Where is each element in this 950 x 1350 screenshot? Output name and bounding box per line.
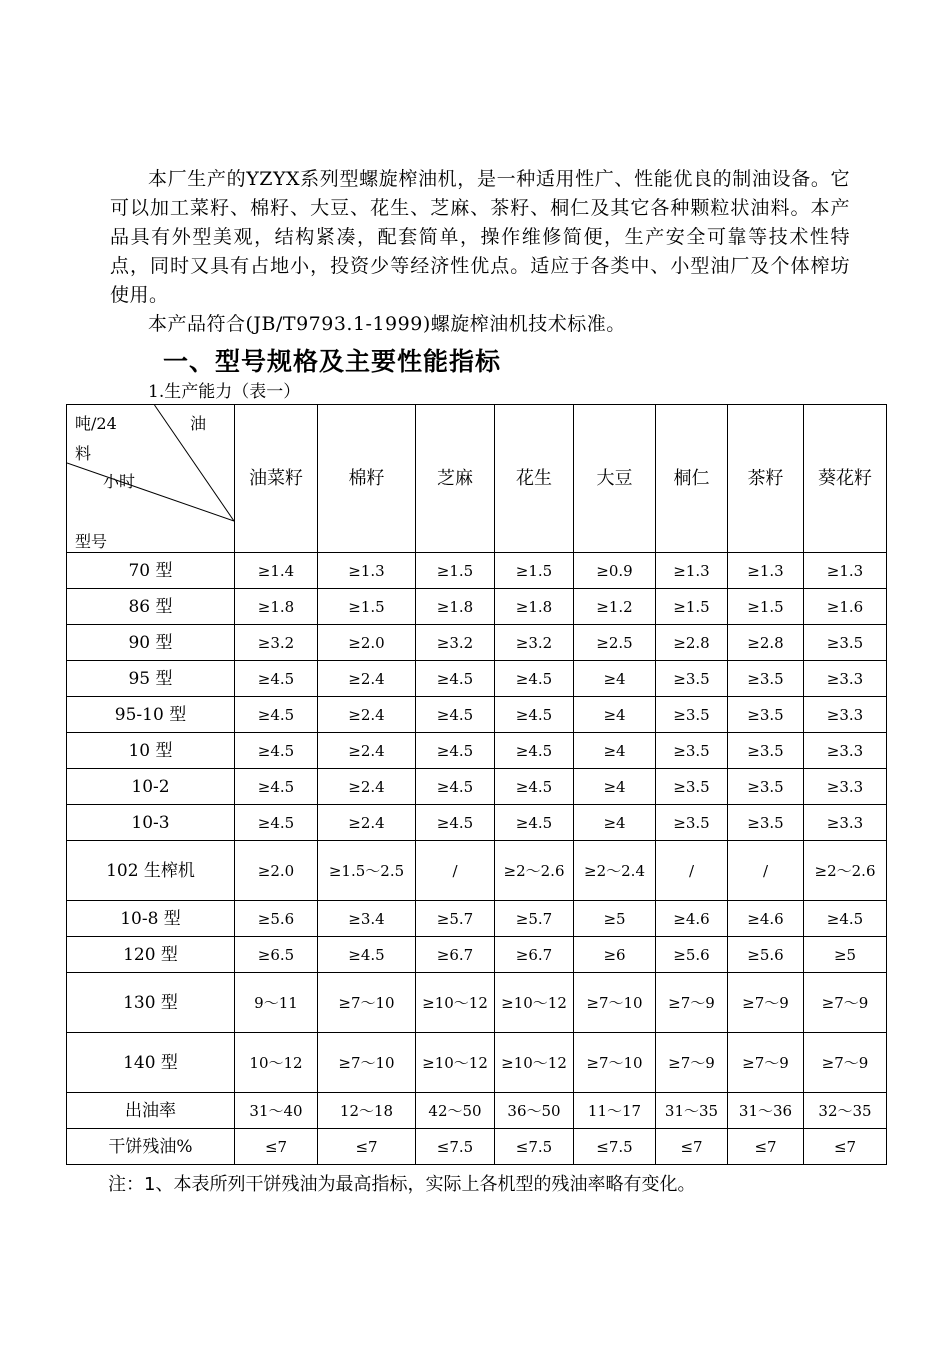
table-row — [67, 661, 887, 697]
table-cell: ≥4.5 — [318, 937, 416, 973]
table-cell: ≥3.3 — [804, 661, 887, 697]
table-cell: ≥5 — [804, 937, 887, 973]
table-cell: 36～50 — [495, 1093, 574, 1129]
table-cell: ≤7.5 — [495, 1129, 574, 1165]
corner-unit-label: 吨/24 — [75, 414, 117, 433]
table-cell: ≥4.5 — [416, 769, 495, 805]
table-cell: ≤7.5 — [416, 1129, 495, 1165]
intro-paragraph-1: 本厂生产的YZYX系列型螺旋榨油机，是一种适用性广、性能优良的制油设备。它可以加工菜籽、棉籽、大豆、花生、芝麻、茶籽、桐仁及其它各种颗粒状油料。本产品具有外型美观，结构紧凑，配套简单，操作维修简便，生产安全可靠等技术性特点，同时又具有占地小，投资少等经济性优点。适应于各类中、小型油厂及个体榨坊使用。 — [110, 168, 850, 306]
table-cell: ≥6 — [574, 937, 656, 973]
table-cell: ≥7～10 — [574, 973, 656, 1033]
table-cell: ≥4.5 — [495, 733, 574, 769]
table-cell: ≥1.5～2.5 — [318, 841, 416, 901]
intro-paragraph-2: 本产品符合(JB/T9793.1-1999)螺旋榨油机技术标准。 — [148, 313, 626, 335]
column-header-tung-kernel: 桐仁 — [656, 405, 728, 553]
table-cell: ≥1.8 — [495, 589, 574, 625]
table-cell: ≥5.7 — [416, 901, 495, 937]
row-label-cell: 140 型 — [67, 1033, 235, 1093]
table-cell: ≥1.5 — [416, 553, 495, 589]
table-cell: ≥4.5 — [235, 769, 318, 805]
table-row — [67, 901, 887, 937]
section-heading: 一、型号规格及主要性能指标 — [163, 347, 502, 376]
table-cell: ≥7～9 — [804, 973, 887, 1033]
table-cell: ≥7～9 — [656, 1033, 728, 1093]
column-header-peanut: 花生 — [495, 405, 574, 553]
table-cell: ≥2～2.6 — [495, 841, 574, 901]
column-header-rapeseed: 油菜籽 — [235, 405, 318, 553]
row-label-cell: 120 型 — [67, 937, 235, 973]
table-cell: ≥2.0 — [235, 841, 318, 901]
corner-model-label: 型号 — [75, 532, 108, 551]
table-cell: ≤7.5 — [574, 1129, 656, 1165]
table-cell: ≥10～12 — [416, 973, 495, 1033]
table-cell: ≥4.5 — [416, 805, 495, 841]
table-cell: ≥2.5 — [574, 625, 656, 661]
row-label-cell: 130 型 — [67, 973, 235, 1033]
table-cell: ≥10～12 — [416, 1033, 495, 1093]
table-cell: ≥2～2.6 — [804, 841, 887, 901]
row-label-cell: 干饼残油% — [67, 1129, 235, 1165]
table-cell: ≥3.5 — [656, 661, 728, 697]
table-cell: ≥4.5 — [235, 733, 318, 769]
table-cell: 42～50 — [416, 1093, 495, 1129]
table-row — [67, 553, 887, 589]
row-label-cell: 102 生榨机 — [67, 841, 235, 901]
table-cell: ≥6.7 — [416, 937, 495, 973]
table-cell: ≤7 — [656, 1129, 728, 1165]
table-cell: ≥6.5 — [235, 937, 318, 973]
table-cell: ≥5.6 — [728, 937, 804, 973]
row-label-cell: 10-8 型 — [67, 901, 235, 937]
table-caption: 1.生产能力（表一） — [148, 382, 301, 402]
table-row — [67, 937, 887, 973]
table-cell: ≥1.8 — [416, 589, 495, 625]
table-cell: ≥2.4 — [318, 769, 416, 805]
table-cell: ≥6.7 — [495, 937, 574, 973]
corner-material-label-b: 料 — [75, 444, 92, 463]
row-label-cell: 70 型 — [67, 553, 235, 589]
table-cell: ≥5.6 — [656, 937, 728, 973]
table-cell: ≥4 — [574, 733, 656, 769]
table-cell: ≥7～10 — [574, 1033, 656, 1093]
table-cell: ≥1.5 — [728, 589, 804, 625]
table-row — [67, 1033, 887, 1093]
table-cell: ≥3.5 — [728, 661, 804, 697]
table-cell: ≥1.8 — [235, 589, 318, 625]
table-cell: 31～35 — [656, 1093, 728, 1129]
table-cell: ≥10～12 — [495, 1033, 574, 1093]
row-label-cell: 95 型 — [67, 661, 235, 697]
table-cell: 31～36 — [728, 1093, 804, 1129]
row-label-cell: 10-3 — [67, 805, 235, 841]
table-cell: ≥2.4 — [318, 733, 416, 769]
table-cell: ≥3.3 — [804, 769, 887, 805]
corner-hour-label: 小时 — [103, 472, 136, 491]
table-cell: ≥3.2 — [495, 625, 574, 661]
table-cell: ≥2.4 — [318, 805, 416, 841]
table-cell: ≥4.5 — [416, 697, 495, 733]
capacity-table — [66, 404, 887, 1165]
row-label-cell: 95-10 型 — [67, 697, 235, 733]
table-cell: ≥0.9 — [574, 553, 656, 589]
column-header-cottonseed: 棉籽 — [318, 405, 416, 553]
table-cell: ≥2～2.4 — [574, 841, 656, 901]
table-cell: ≥3.5 — [728, 697, 804, 733]
table-cell: ≥2.0 — [318, 625, 416, 661]
table-cell: ≥3.5 — [656, 805, 728, 841]
table-cell: ≥5.7 — [495, 901, 574, 937]
table-cell: ≥1.5 — [318, 589, 416, 625]
column-header-tea-seed: 茶籽 — [728, 405, 804, 553]
table-cell: ≥3.3 — [804, 805, 887, 841]
table-cell: ≥7～10 — [318, 973, 416, 1033]
column-header-sunflower-seed: 葵花籽 — [804, 405, 887, 553]
table-cell: / — [728, 841, 804, 901]
table-cell: ≥4.5 — [804, 901, 887, 937]
table-cell: ≥3.5 — [656, 733, 728, 769]
corner-material-label-a: 油 — [189, 414, 206, 433]
table-cell: ≥4 — [574, 769, 656, 805]
column-header-soybean: 大豆 — [574, 405, 656, 553]
table-cell: ≥4.5 — [235, 805, 318, 841]
table-cell: ≥2.4 — [318, 697, 416, 733]
table-cell: ≥1.3 — [804, 553, 887, 589]
table-cell: ≥4.5 — [495, 697, 574, 733]
row-label-cell: 90 型 — [67, 625, 235, 661]
table-cell: ≥4.5 — [416, 733, 495, 769]
table-header-row — [67, 405, 887, 553]
row-label-cell: 10 型 — [67, 733, 235, 769]
table-cell: 32～35 — [804, 1093, 887, 1129]
row-label-cell: 86 型 — [67, 589, 235, 625]
table-cell: ≥3.5 — [656, 769, 728, 805]
table-cell: ≤7 — [318, 1129, 416, 1165]
table-cell: ≥3.5 — [728, 733, 804, 769]
table-cell: ≥3.4 — [318, 901, 416, 937]
table-cell: ≥7～9 — [804, 1033, 887, 1093]
table-cell: / — [416, 841, 495, 901]
table-row — [67, 1129, 887, 1165]
table-cell: ≥4.5 — [495, 769, 574, 805]
table-cell: ≥4 — [574, 661, 656, 697]
table-note: 注：1、本表所列干饼残油为最高指标，实际上各机型的残油率略有变化。 — [108, 1174, 696, 1195]
table-cell: ≥7～10 — [318, 1033, 416, 1093]
table-cell: ≥2.4 — [318, 661, 416, 697]
table-row — [67, 733, 887, 769]
table-cell: ≥4 — [574, 805, 656, 841]
table-cell: ≥3.5 — [728, 769, 804, 805]
table-cell: ≥1.3 — [318, 553, 416, 589]
table-cell: ≥1.6 — [804, 589, 887, 625]
table-cell: ≥2.8 — [728, 625, 804, 661]
table-row — [67, 625, 887, 661]
table-cell: ≥1.2 — [574, 589, 656, 625]
table-cell: ≥5.6 — [235, 901, 318, 937]
table-row — [67, 1093, 887, 1129]
table-row — [67, 769, 887, 805]
table-cell: 12～18 — [318, 1093, 416, 1129]
intro-text — [110, 165, 850, 339]
table-cell: ≥4.6 — [656, 901, 728, 937]
table-cell: ≥4.5 — [235, 661, 318, 697]
table-row — [67, 973, 887, 1033]
row-label-cell: 10-2 — [67, 769, 235, 805]
table-cell: 9～11 — [235, 973, 318, 1033]
table-cell: ≥1.5 — [495, 553, 574, 589]
table-cell: ≥4 — [574, 697, 656, 733]
table-cell: ≥4.5 — [416, 661, 495, 697]
table-cell: ≥3.5 — [804, 625, 887, 661]
table-cell: ≥3.2 — [416, 625, 495, 661]
table-cell: ≥1.5 — [656, 589, 728, 625]
table-cell: ≥4.5 — [495, 661, 574, 697]
table-cell: ≥3.3 — [804, 733, 887, 769]
table-cell: ≤7 — [804, 1129, 887, 1165]
table-row — [67, 697, 887, 733]
table-cell: ≥1.4 — [235, 553, 318, 589]
table-cell: ≥3.2 — [235, 625, 318, 661]
table-cell: ≥7～9 — [656, 973, 728, 1033]
table-cell: 31～40 — [235, 1093, 318, 1129]
table-cell: ≥7～9 — [728, 1033, 804, 1093]
table-cell: ≥5 — [574, 901, 656, 937]
table-cell: ≥1.3 — [728, 553, 804, 589]
table-row — [67, 841, 887, 901]
corner-header-cell — [67, 405, 235, 553]
table-cell: ≥10～12 — [495, 973, 574, 1033]
table-row — [67, 805, 887, 841]
table-cell: ≥4.5 — [495, 805, 574, 841]
table-cell: 10～12 — [235, 1033, 318, 1093]
table-cell: ≥1.3 — [656, 553, 728, 589]
table-cell: ≥3.5 — [656, 697, 728, 733]
table-cell: / — [656, 841, 728, 901]
table-cell: ≥2.8 — [656, 625, 728, 661]
table-cell: ≥3.3 — [804, 697, 887, 733]
table-cell: ≥7～9 — [728, 973, 804, 1033]
table-cell: ≥3.5 — [728, 805, 804, 841]
table-cell: 11～17 — [574, 1093, 656, 1129]
column-header-sesame: 芝麻 — [416, 405, 495, 553]
table-cell: ≤7 — [728, 1129, 804, 1165]
table-row — [67, 589, 887, 625]
row-label-cell: 出油率 — [67, 1093, 235, 1129]
table-cell: ≥4.5 — [235, 697, 318, 733]
table-cell: ≥4.6 — [728, 901, 804, 937]
table-cell: ≤7 — [235, 1129, 318, 1165]
